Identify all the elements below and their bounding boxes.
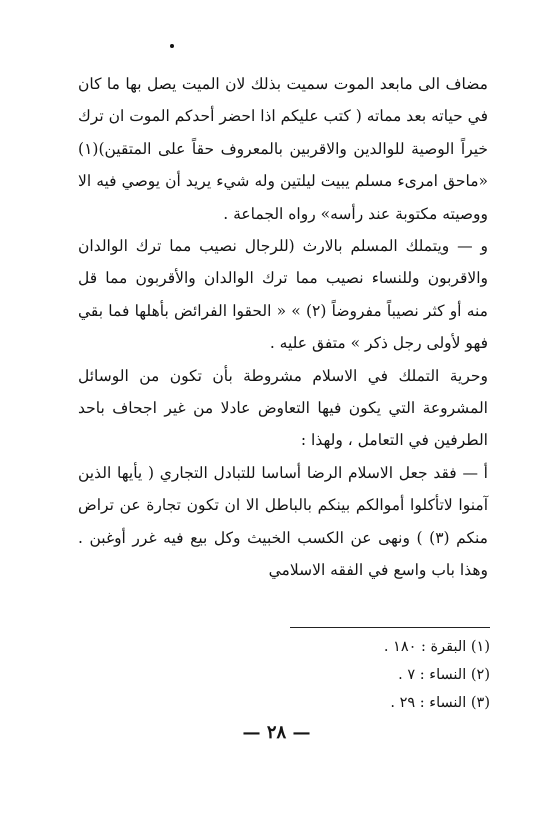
footnote-3: (٣) النساء : ٢٩ .: [390, 695, 490, 711]
paragraph-freedom-of-ownership: وحرية التملك في الاسلام مشروطة بأن تكون من الوسائل المشروعة التي يكون فيها التعاوض عادلا من غير اجحاف باحد الطرفين في التعامل ، ولهذا :: [78, 366, 488, 450]
footnote-2: (٢) النساء : ٧ .: [398, 667, 490, 683]
paragraph-consent-in-trade: أ — فقد جعل الاسلام الرضا أساسا للتبادل التجاري ( يأيها الذين آمنوا لاتأكلوا أموالكم بينكم بالباطل الا ان تكون تجارة عن تراض منكم (٣) ) ونهى عن الكسب الخبيث وكل بيع فيه غرر أوغبن . وهذا باب واسع في الفقه الاسلامي: [78, 463, 488, 580]
page-number: — ٢٨ —: [242, 722, 311, 743]
footnote-1: (١) البقرة : ١٨٠ .: [383, 639, 490, 655]
paragraph-will: مضاف الى مابعد الموت سميت بذلك لان الميت يصل بها ما كان في حياته بعد مماته ( كتب عليكم اذا احضر أحدكم الموت ان ترك خيراً الوصية للوالدين والاقربين بالمعروف حقاً على المتقين)(١) «ماحق امرىء مسلم يبيت ليلتين وله شيء يريد أن يوصي فيه الا ووصيته مكتوبة عند رأسه» رواه الجماعة .: [78, 75, 488, 223]
footnote-divider: [290, 627, 490, 628]
body-text: [78, 68, 488, 587]
paragraph-inheritance: و — ويتملك المسلم بالارث (للرجال نصيب مما ترك الوالدان والاقربون وللنساء نصيب مما ترك الوالدان والأقربون مما قل منه أو كثر نصيباً مفروضاً (٢) » « الحقوا الفرائض بأهلها فما بقي فهو لأولى رجل ذكر » متفق عليه .: [78, 237, 488, 353]
ink-dot: [170, 44, 174, 48]
footnotes: [250, 633, 490, 717]
